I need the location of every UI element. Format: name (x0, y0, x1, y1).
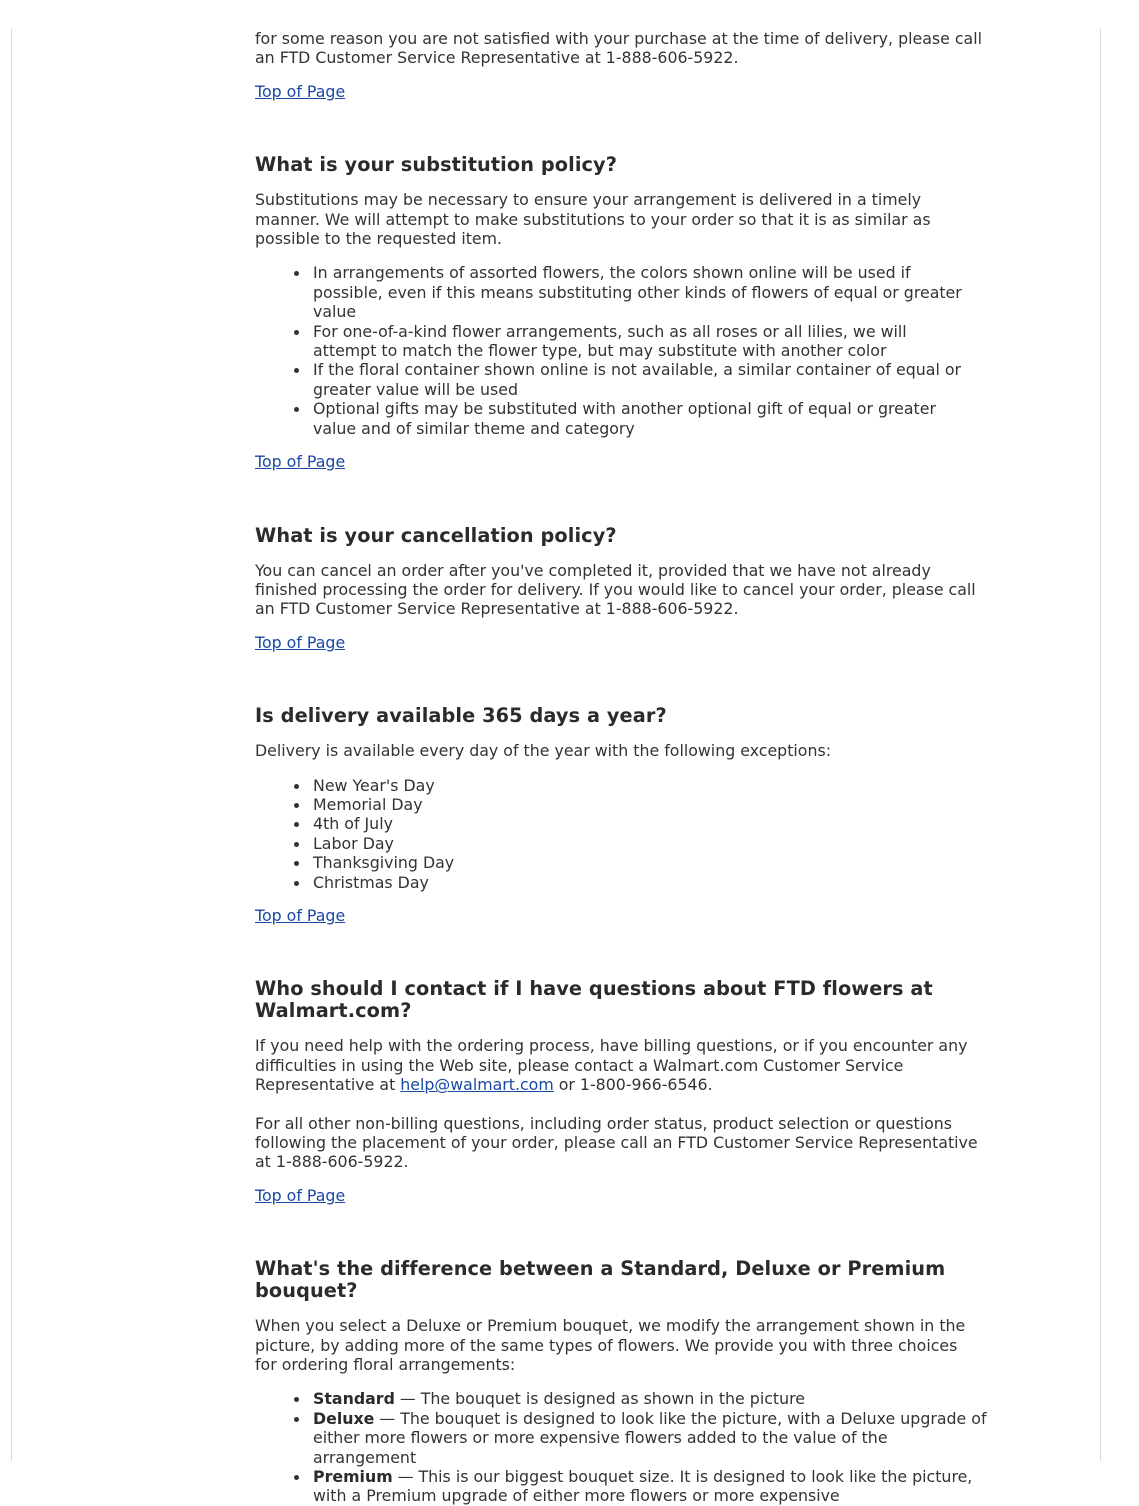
contact-section (255, 978, 1045, 1205)
bouquet-body: When you select a Deluxe or Premium bouquet, we modify the arrangement shown in the picture, by adding more of the same types of flowers. We provide you with three choices for ordering floral arrangements: (255, 1316, 966, 1375)
right-border (1100, 28, 1101, 1461)
list-item: For one-of-a-kind flower arrangements, such as all roses or all lilies, we will attempt to match the flower type, but may substitute with another color (313, 322, 973, 361)
cancellation-heading: What is your cancellation policy? (255, 523, 617, 547)
left-border (11, 28, 12, 1461)
contact-body: If you need help with the ordering process, have billing questions, or if you encounter any difficulties in using the Web site, please contact a Walmart.com Customer Service Representative at help@walmart.com or 1-800-966-6546. (255, 1036, 968, 1095)
top-of-page-link[interactable]: Top of Page (255, 632, 346, 652)
delivery-exceptions-list (255, 776, 1045, 892)
contact-body-2: For all other non-billing questions, including order status, product selection or questions following the placement of your order, please call an FTD Customer Service Representative at 1-888-606-5922. (255, 1113, 978, 1172)
list-item: Christmas Day (313, 873, 1045, 892)
top-of-page-link[interactable]: Top of Page (255, 452, 346, 472)
list-item: Thanksgiving Day (313, 853, 1045, 872)
intro-paragraph: for some reason you are not satisfied with your purchase at the time of delivery, please call an FTD Customer Service Representative at 1-888-606-5922. (255, 29, 983, 68)
email-link[interactable]: help@walmart.com (400, 1075, 554, 1095)
list-item: New Year's Day (313, 776, 1045, 795)
delivery-section (255, 705, 1045, 925)
bouquet-section (255, 1258, 1045, 1506)
list-item: Deluxe — The bouquet is designed to look like the picture, with a Deluxe upgrade of either more flowers or more expensive flowers added to the value of the arrangement (313, 1408, 987, 1467)
top-of-page-link[interactable]: Top of Page (255, 1185, 346, 1205)
cancellation-body: You can cancel an order after you've completed it, provided that we have not already finished processing the order for delivery. If you would like to cancel your order, please call an FTD Customer Service Representative at 1-888-606-5922. (255, 560, 976, 619)
list-item: Labor Day (313, 834, 1045, 853)
list-item: Premium — This is our biggest bouquet size. It is designed to look like the picture, with a Premium upgrade of either more flowers or more expensive (313, 1467, 988, 1506)
list-item: 4th of July (313, 814, 1045, 833)
substitution-body: Substitutions may be necessary to ensure your arrangement is delivered in a timely manner. We will attempt to make substitutions to your order so that it is as similar as possible to the requested item. (255, 190, 931, 249)
list-item: If the floral container shown online is not available, a similar container of equal or greater value will be used (313, 360, 973, 399)
cancellation-section (255, 525, 1045, 653)
substitution-section (255, 154, 1045, 471)
bouquet-list (255, 1389, 988, 1505)
list-item: In arrangements of assorted flowers, the colors shown online will be used if possible, even if this means substituting other kinds of flowers of equal or greater value (313, 263, 973, 321)
bouquet-heading: What's the difference between a Standard, Deluxe or Premium bouquet? (255, 1257, 946, 1303)
substitution-list (255, 263, 973, 438)
delivery-heading: Is delivery available 365 days a year? (255, 704, 667, 728)
list-item: Memorial Day (313, 795, 1045, 814)
top-of-page-link[interactable]: Top of Page (255, 905, 346, 925)
delivery-body: Delivery is available every day of the year with the following exceptions: (255, 741, 832, 761)
top-of-page-link[interactable]: Top of Page (255, 81, 346, 101)
faq-content (255, 29, 1045, 1506)
list-item: Optional gifts may be substituted with another optional gift of equal or greater value and of similar theme and category (313, 399, 973, 438)
substitution-heading: What is your substitution policy? (255, 153, 618, 177)
contact-heading: Who should I contact if I have questions about FTD flowers at Walmart.com? (255, 977, 933, 1023)
list-item: Standard — The bouquet is designed as shown in the picture (313, 1389, 988, 1408)
